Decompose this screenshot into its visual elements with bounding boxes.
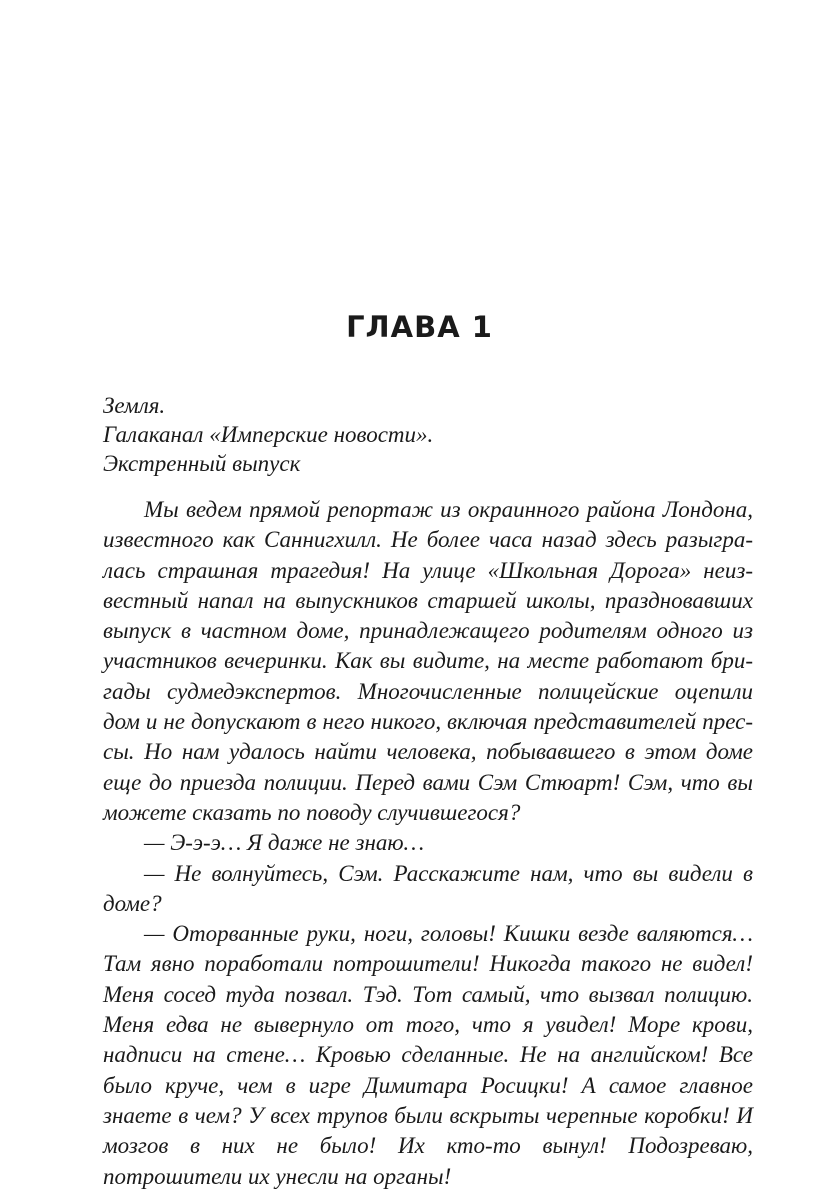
header-location: Земля. (103, 393, 166, 418)
paragraph-dialogue: — Э-э-э… Я даже не знаю… (144, 830, 425, 856)
paragraph-dialogue: — Оторванные руки, ноги, головы! Кишки везде валяются… Там явно поработали потрошители! Никогда такого не видел! Меня сосед туда позвал. Тэд. Тот самый, что вызвал полицию. Меня едва не вывернуло от того, что я увидел! Море крови, надписи на стене… Кровью сделанные. Не на английском! Все было круче, чем в игре Димитара Росицки! А самое главное знаете в чем? У всех трупов были вскрыты черепные коробки! И мозгов в них не было! Их кто-то вынул! Подозреваю, потрошители их унесли на органы! (103, 921, 753, 1189)
chapter-title: ГЛАВА 1 (346, 310, 493, 344)
header-edition: Экстренный выпуск (103, 451, 301, 476)
paragraph-dialogue: — Не волнуйтесь, Сэм. Расскажите нам, что вы видели в доме? (103, 860, 753, 916)
broadcast-header (103, 391, 753, 478)
paragraph-report: Мы ведем прямой репортаж из окраинного района Лондона, известного как Саннигхилл. Не более часа назад здесь разыгралась страшная трагедия! На улице «Школьная Дорога» неизвестный напал на выпускников старшей школы, праздновавших выпуск в частном доме, принадлежащего родителям одного из участников вечеринки. Как вы видите, на месте работают бригады судмедэкспертов. Многочисленные полицейские оцепили дом и не допускают в него никого, включая представителей прессы. Но нам удалось найти человека, побывавшего в этом доме еще до приезда полиции. Перед вами Сэм Стюарт! Сэм, что вы можете сказать по поводу случившегося? (103, 497, 753, 825)
chapter-body (103, 495, 753, 1192)
header-channel: Галаканал «Имперские новости». (103, 422, 434, 447)
